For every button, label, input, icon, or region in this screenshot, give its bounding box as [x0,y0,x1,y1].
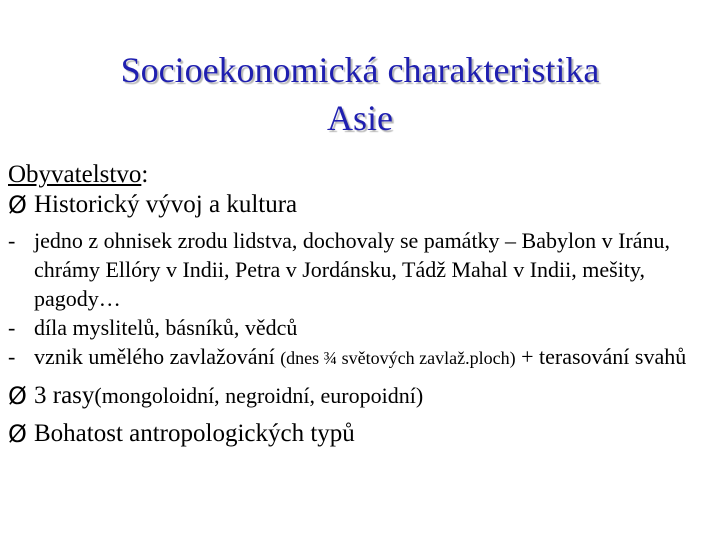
bullet-races-main: 3 rasy [34,382,95,409]
bullet-races-paren: (mongoloidní, negroidní, europoidní) [94,383,424,408]
dash-marker: - [8,228,16,253]
arrow-bullet-icon: Ø [8,382,27,410]
dash-item-irrigation-main: vznik umělého zavlažování [34,344,281,369]
heading-text: Obyvatelstvo [8,161,142,188]
dash-item-origin [8,226,708,313]
arrow-bullet-icon: Ø [8,420,27,448]
title-line-2: Asie [327,98,393,138]
dash-marker: - [8,315,16,340]
heading-colon: : [141,161,149,188]
section-heading [8,160,708,190]
arrow-bullet-icon: Ø [8,191,27,219]
bullet-history [8,190,708,220]
bullet-anthropology [8,419,708,449]
dash-item-works-text: díla myslitelů, básníků, vědců [34,315,298,340]
bullet-races [8,381,708,411]
bullet-history-text: Historický vývoj a kultura [34,191,298,218]
dash-item-works [8,313,708,342]
dash-item-irrigation-note: (dnes ¾ světových zavlaž.ploch) [280,348,516,368]
dash-item-irrigation [8,342,708,373]
bullet-anthropology-text: Bohatost antropologických typů [34,420,355,447]
dash-item-origin-text: jedno z ohnisek zrodu lidstva, dochovaly se památky – Babylon v Iránu, chrámy Ellóry v Indii, Petra v Jordánsku, Tádž Mahal v Indii, mešity, pagody… [34,228,671,311]
title-line-1: Socioekonomická charakteristika [120,50,600,90]
slide-title [0,46,720,142]
dash-marker: - [8,344,16,369]
dash-item-irrigation-end: + terasování svahů [515,344,687,369]
slide-content [8,160,708,449]
